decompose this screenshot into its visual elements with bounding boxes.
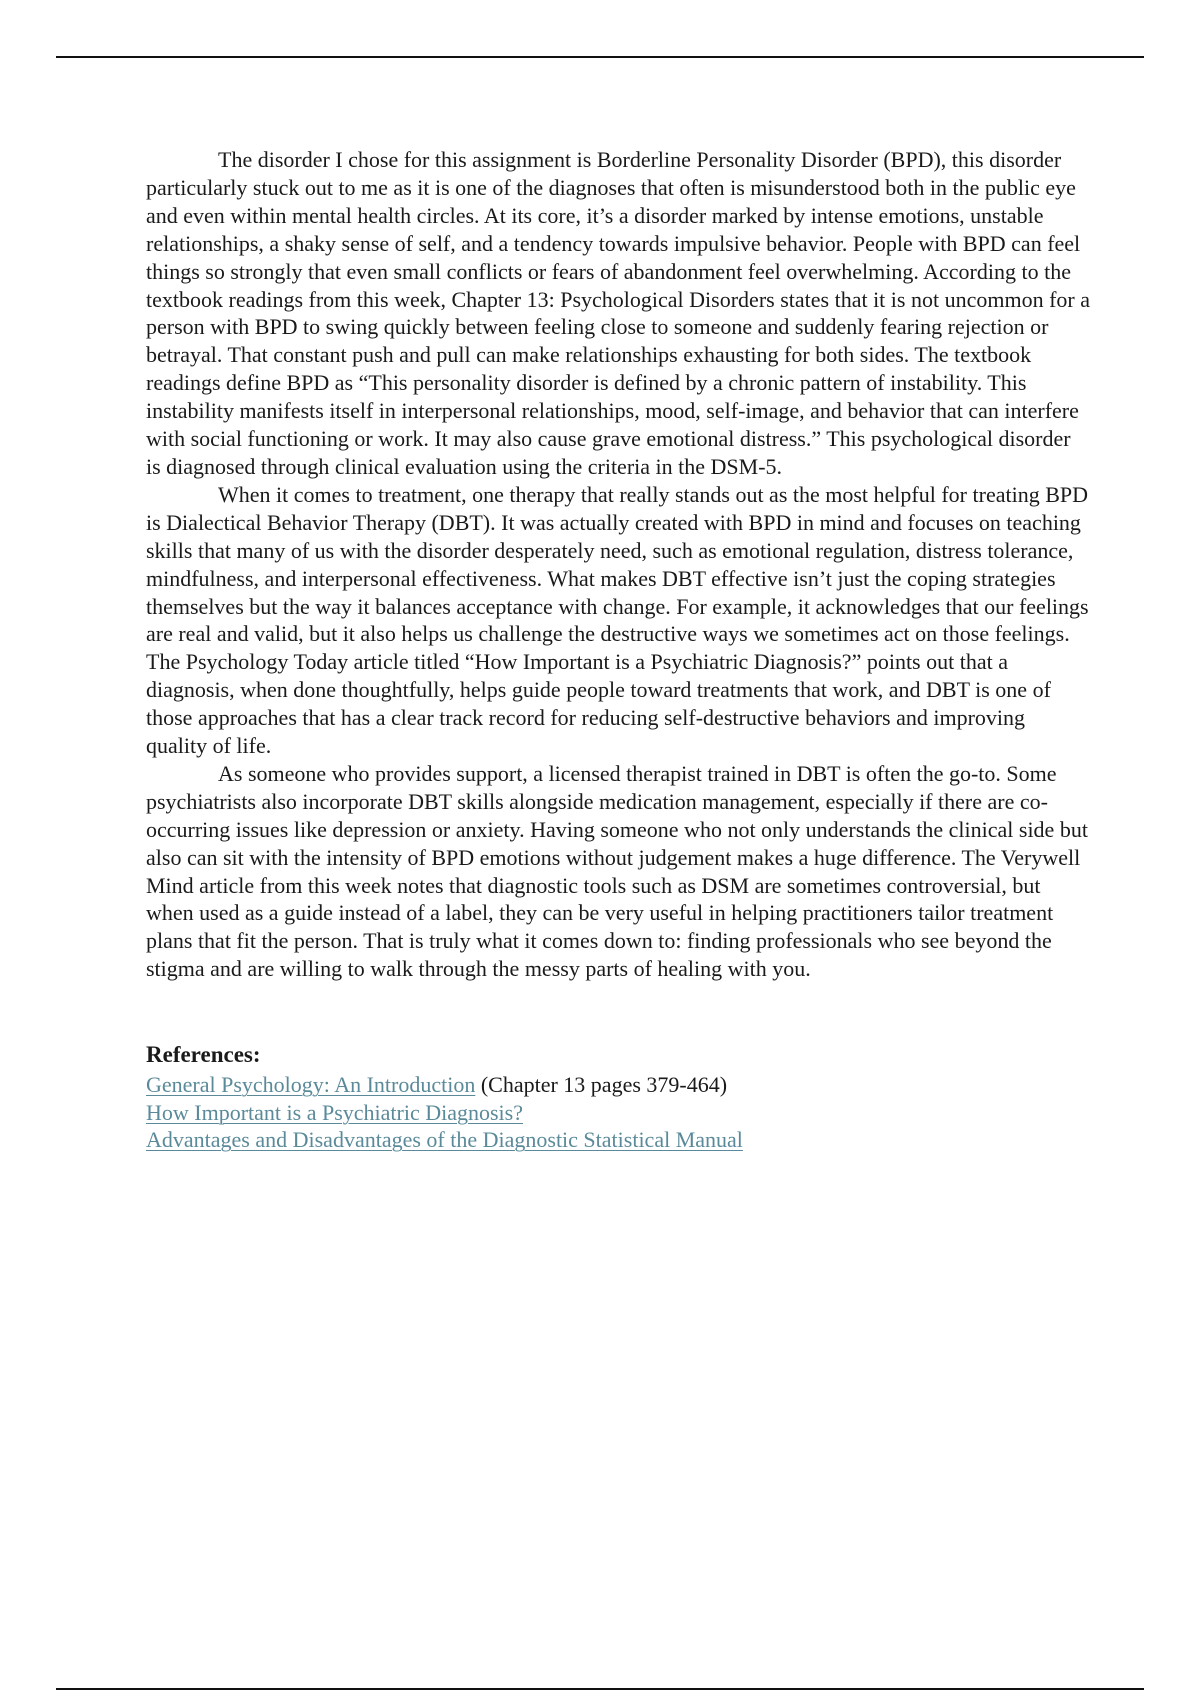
reference-suffix: (Chapter 13 pages 379-464) bbox=[475, 1072, 728, 1098]
references-section bbox=[146, 1039, 1090, 1154]
references-heading: References: bbox=[146, 1042, 261, 1068]
reference-item bbox=[146, 1126, 1090, 1154]
reference-link-dsm-advantages[interactable]: Advantages and Disadvantages of the Diagnostic Statistical Manual bbox=[146, 1127, 743, 1153]
document-body bbox=[146, 146, 1090, 1154]
paragraph-2: When it comes to treatment, one therapy that really stands out as the most helpful for treating BPD is Dialectical Behavior Therapy (DBT). It was actually created with BPD in mind and focuses on teaching skills that many of us with the disorder desperately need, such as emotional regulation, distress tolerance, mindfulness, and interpersonal effectiveness. What makes DBT effective isn’t just the coping strategies themselves but the way it balances acceptance with change. For example, it acknowledges that our feelings are real and valid, but it also helps us challenge the destructive ways we sometimes act on those feelings. The Psychology Today article titled “How Important is a Psychiatric Diagnosis?” points out that a diagnosis, when done thoughtfully, helps guide people toward treatments that work, and DBT is one of those approaches that has a clear track record for reducing self-destructive behaviors and improving quality of life. bbox=[146, 481, 1089, 759]
reference-item bbox=[146, 1071, 1090, 1099]
bottom-divider bbox=[56, 1688, 1144, 1690]
top-divider bbox=[56, 56, 1144, 58]
paragraph-3: As someone who provides support, a licensed therapist trained in DBT is often the go-to. Some psychiatrists also incorporate DBT skills alongside medication management, especially if there are co-occurring issues like depression or anxiety. Having someone who not only understands the clinical side but also can sit with the intensity of BPD emotions without judgement makes a huge difference. The Verywell Mind article from this week notes that diagnostic tools such as DSM are sometimes controversial, but when used as a guide instead of a label, they can be very useful in helping practitioners tailor treatment plans that fit the person. That is truly what it comes down to: finding professionals who see beyond the stigma and are willing to walk through the messy parts of healing with you. bbox=[146, 760, 1088, 982]
reference-link-psychiatric-diagnosis[interactable]: How Important is a Psychiatric Diagnosis? bbox=[146, 1099, 523, 1125]
reference-link-general-psychology[interactable]: General Psychology: An Introduction bbox=[146, 1072, 476, 1098]
reference-item bbox=[146, 1099, 1090, 1127]
paragraph-1: The disorder I chose for this assignment is Borderline Personality Disorder (BPD), this disorder particularly stuck out to me as it is one of the diagnoses that often is misunderstood both in the public eye and even within mental health circles. At its core, it’s a disorder marked by intense emotions, unstable relationships, a shaky sense of self, and a tendency towards impulsive behavior. People with BPD can feel things so strongly that even small conflicts or fears of abandonment feel overwhelming. According to the textbook readings from this week, Chapter 13: Psychological Disorders states that it is not uncommon for a person with BPD to swing quickly between feeling close to someone and suddenly fearing rejection or betrayal. That constant push and pull can make relationships exhausting for both sides. The textbook readings define BPD as “This personality disorder is defined by a chronic pattern of instability. This instability manifests itself in interpersonal relationships, mood, self-image, and behavior that can interfere with social functioning or work. It may also cause grave emotional distress.” This psychological disorder is diagnosed through clinical evaluation using the criteria in the DSM-5. bbox=[146, 147, 1090, 479]
